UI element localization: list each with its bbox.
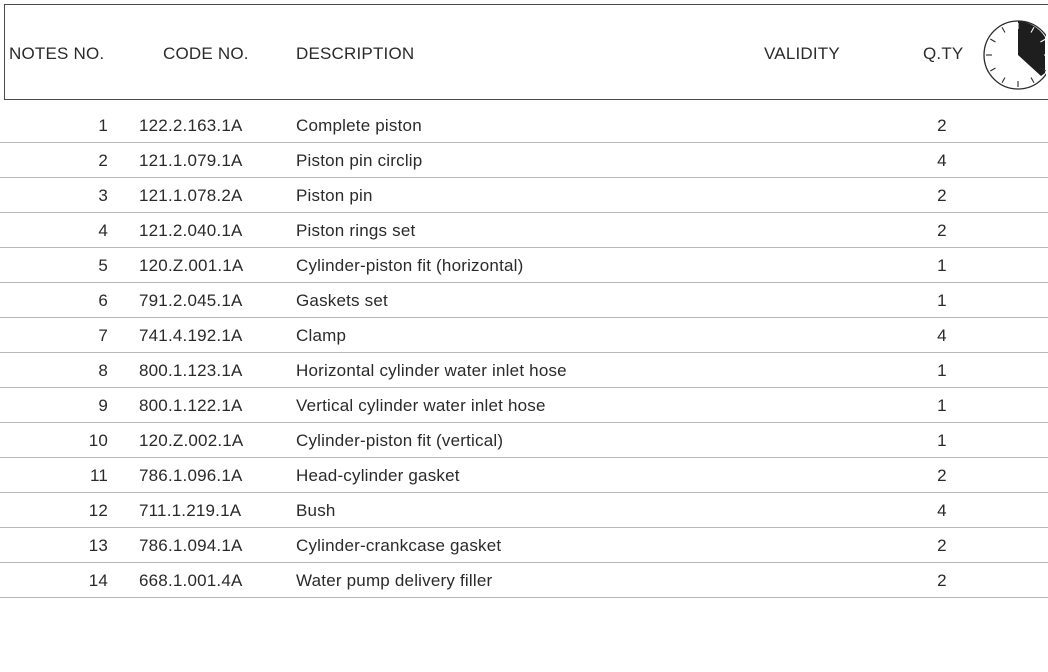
description-cell: Water pump delivery filler [296, 571, 493, 590]
code-cell: 121.1.078.2A [139, 186, 243, 205]
table-row [0, 318, 1048, 353]
qty-cell: 2 [937, 571, 947, 590]
qty-cell: 4 [937, 501, 947, 520]
note-cell: 14 [88, 571, 108, 590]
code-cell: 791.2.045.1A [139, 291, 243, 310]
qty-cell: 2 [937, 221, 947, 240]
description-cell: Piston pin circlip [296, 151, 423, 170]
qty-cell: 2 [937, 536, 947, 555]
table-row [0, 423, 1048, 458]
header-qty: Q.TY [923, 44, 964, 63]
code-cell: 668.1.001.4A [139, 571, 243, 590]
note-cell: 13 [88, 536, 108, 555]
note-cell: 9 [98, 396, 108, 415]
code-cell: 122.2.163.1A [139, 116, 243, 135]
code-cell: 741.4.192.1A [139, 326, 243, 345]
qty-cell: 4 [937, 151, 947, 170]
header-code-no: CODE NO. [163, 44, 249, 63]
note-cell: 5 [98, 256, 108, 275]
table-row [0, 458, 1048, 493]
note-cell: 11 [89, 466, 108, 485]
note-cell: 12 [88, 501, 108, 520]
qty-cell: 1 [937, 256, 947, 275]
description-cell: Gaskets set [296, 291, 388, 310]
code-cell: 711.1.219.1A [139, 501, 242, 520]
table-header [4, 4, 1048, 100]
description-cell: Piston rings set [296, 221, 416, 240]
note-cell: 7 [98, 326, 108, 345]
qty-cell: 1 [937, 431, 947, 450]
table-row [0, 528, 1048, 563]
description-cell: Piston pin [296, 186, 373, 205]
header-description: DESCRIPTION [296, 44, 415, 63]
table-row [0, 388, 1048, 423]
code-cell: 800.1.122.1A [139, 396, 243, 415]
note-cell: 8 [98, 361, 108, 380]
description-cell: Cylinder-piston fit (horizontal) [296, 256, 524, 275]
qty-cell: 1 [937, 396, 947, 415]
description-cell: Horizontal cylinder water inlet hose [296, 361, 567, 380]
code-cell: 786.1.094.1A [139, 536, 243, 555]
table-row [0, 493, 1048, 528]
table-row [0, 213, 1048, 248]
header-validity: VALIDITY [764, 44, 840, 63]
description-cell: Head-cylinder gasket [296, 466, 460, 485]
description-cell: Complete piston [296, 116, 422, 135]
description-cell: Clamp [296, 326, 347, 345]
table-row [0, 248, 1048, 283]
note-cell: 4 [98, 221, 108, 240]
description-cell: Vertical cylinder water inlet hose [296, 396, 546, 415]
note-cell: 2 [98, 151, 108, 170]
note-cell: 1 [98, 116, 108, 135]
qty-cell: 2 [937, 466, 947, 485]
clock-icon [980, 16, 1046, 94]
description-cell: Cylinder-piston fit (vertical) [296, 431, 504, 450]
description-cell: Cylinder-crankcase gasket [296, 536, 502, 555]
qty-cell: 1 [937, 291, 947, 310]
qty-cell: 2 [937, 116, 947, 135]
code-cell: 121.2.040.1A [139, 221, 243, 240]
table-row [0, 108, 1048, 143]
code-cell: 786.1.096.1A [139, 466, 243, 485]
parts-table-body [0, 108, 1048, 598]
code-cell: 800.1.123.1A [139, 361, 243, 380]
note-cell: 3 [98, 186, 108, 205]
header-notes-no: NOTES NO. [9, 44, 105, 63]
table-row [0, 563, 1048, 598]
table-row [0, 143, 1048, 178]
description-cell: Bush [296, 501, 336, 520]
table-row [0, 353, 1048, 388]
table-row [0, 283, 1048, 318]
code-cell: 121.1.079.1A [139, 151, 243, 170]
qty-cell: 4 [937, 326, 947, 345]
qty-cell: 1 [937, 361, 947, 380]
qty-cell: 2 [937, 186, 947, 205]
table-row [0, 178, 1048, 213]
code-cell: 120.Z.001.1A [139, 256, 244, 275]
note-cell: 10 [88, 431, 108, 450]
code-cell: 120.Z.002.1A [139, 431, 244, 450]
note-cell: 6 [98, 291, 108, 310]
